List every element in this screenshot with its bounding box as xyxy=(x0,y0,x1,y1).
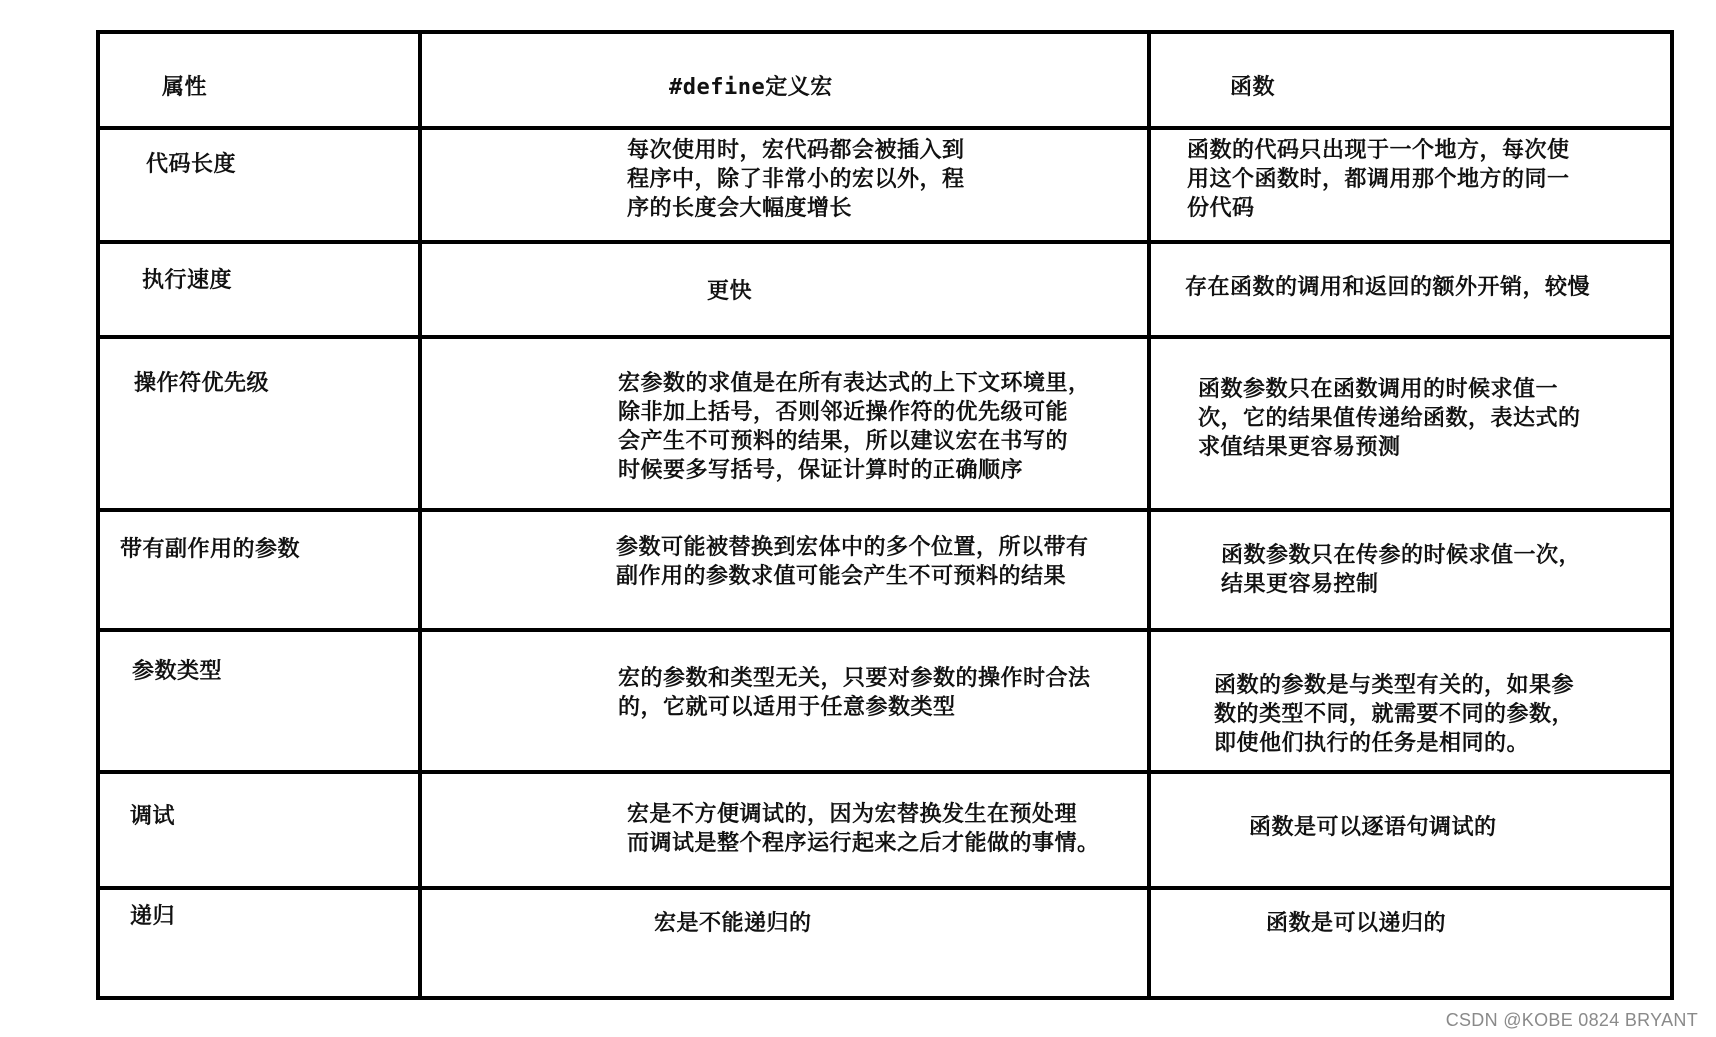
table-rule xyxy=(1670,30,1674,1000)
row-attribute: 调试 xyxy=(130,804,176,829)
row-attribute: 操作符优先级 xyxy=(134,371,270,396)
table-rule xyxy=(96,886,1674,890)
row-macro-text: 宏参数的求值是在所有表达式的上下文环境里， 除非加上括号，否则邻近操作符的优先级可能 会产生不可预料的结果，所以建议宏在书写的 时候要多写括号，保证计算时的正确顺序 xyxy=(618,371,1091,483)
table-rule xyxy=(96,30,100,1000)
row-macro-text: 参数可能被替换到宏体中的多个位置，所以带有 副作用的参数求值可能会产生不可预料的结果 xyxy=(616,535,1089,589)
row-function-text: 存在函数的调用和返回的额外开销，较慢 xyxy=(1185,275,1591,300)
comparison-table xyxy=(96,30,1674,1000)
table-rule xyxy=(96,508,1674,512)
table-rule xyxy=(96,240,1674,244)
row-macro-text: 宏是不能递归的 xyxy=(654,911,812,936)
row-macro-text: 宏的参数和类型无关，只要对参数的操作时合法 的，它就可以适用于任意参数类型 xyxy=(618,666,1091,720)
row-attribute: 执行速度 xyxy=(142,268,233,293)
row-macro-text: 每次使用时，宏代码都会被插入到 程序中，除了非常小的宏以外，程 序的长度会大幅度增长 xyxy=(627,138,965,221)
row-function-text: 函数的参数是与类型有关的，如果参 数的类型不同，就需要不同的参数， 即使他们执行的任务是相同的。 xyxy=(1214,673,1575,756)
row-attribute: 带有副作用的参数 xyxy=(120,537,301,562)
table-rule xyxy=(96,996,1674,1000)
table-rule xyxy=(1147,30,1151,1000)
row-attribute: 参数类型 xyxy=(132,659,223,684)
table-rule xyxy=(96,770,1674,774)
row-macro-text: 宏是不方便调试的，因为宏替换发生在预处理 而调试是整个程序运行起来之后才能做的事情。 xyxy=(627,802,1100,856)
table-rule xyxy=(96,30,1674,34)
row-macro-text: 更快 xyxy=(707,279,753,304)
row-function-text: 函数参数只在函数调用的时候求值一 次，它的结果值传递给函数，表达式的 求值结果更容易预测 xyxy=(1198,377,1581,460)
row-function-text: 函数的代码只出现于一个地方，每次使 用这个函数时，都调用那个地方的同一 份代码 xyxy=(1187,138,1570,221)
header-macro: #define定义宏 xyxy=(669,75,833,100)
table-rule xyxy=(96,335,1674,339)
table-rule xyxy=(96,126,1674,130)
row-function-text: 函数是可以逐语句调试的 xyxy=(1249,815,1497,840)
header-function: 函数 xyxy=(1230,75,1276,100)
table-rule xyxy=(96,628,1674,632)
row-attribute: 代码长度 xyxy=(146,152,237,177)
row-function-text: 函数参数只在传参的时候求值一次， 结果更容易控制 xyxy=(1221,543,1582,597)
header-attribute: 属性 xyxy=(162,75,208,100)
row-function-text: 函数是可以递归的 xyxy=(1266,911,1447,936)
csdn-watermark: CSDN @KOBE 0824 BRYANT xyxy=(1445,1010,1698,1030)
row-attribute: 递归 xyxy=(130,904,176,929)
table-rule xyxy=(418,30,422,1000)
